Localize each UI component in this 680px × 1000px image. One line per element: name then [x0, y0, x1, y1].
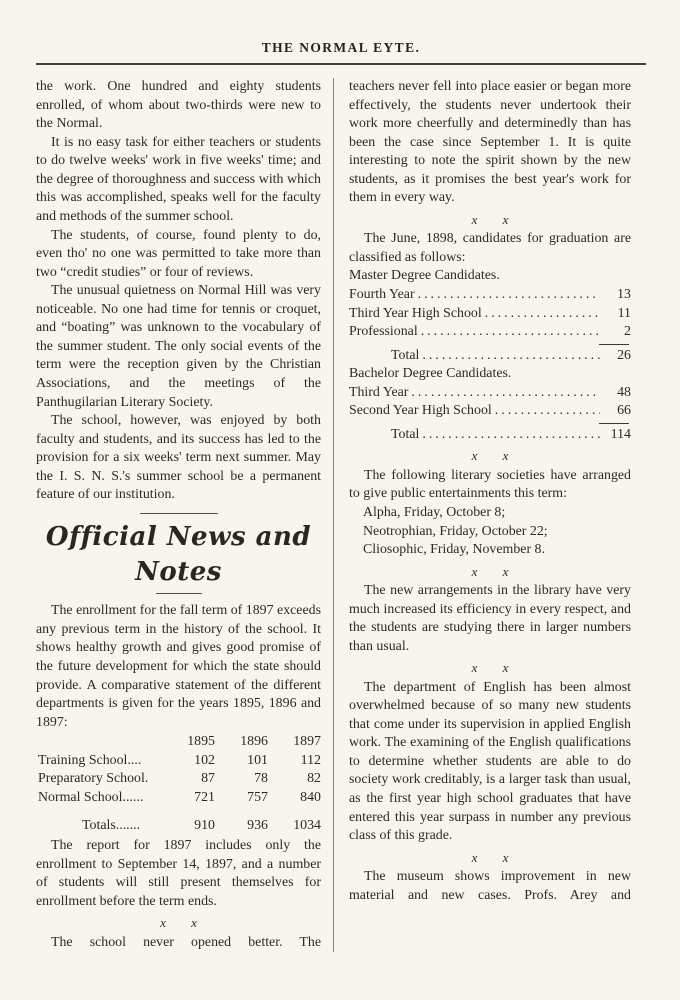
- right-column: [334, 78, 631, 952]
- paragraph: The new arrangements in the library have very much increased its efficiency in every respect, and the students are studying there in larger numbers than usual.: [349, 582, 631, 654]
- paragraph: The school never opened better. The: [51, 934, 321, 950]
- paragraph: It is no easy task for either teachers or students to do twelve weeks' work in five weeks' time; and the degree of thoroughness and success with which this was accomplished, speaks well for the faculty and methods of the summer school.: [36, 134, 321, 224]
- dot-leader: [422, 426, 600, 445]
- stat-row: [349, 286, 631, 305]
- masthead-rule: [36, 63, 646, 65]
- paragraph: The following literary societies have arranged to give public entertainments this term:: [349, 467, 631, 502]
- stat-value: 13: [617, 286, 631, 302]
- stat-total-row: [349, 426, 631, 445]
- sum-rule: [599, 423, 629, 424]
- table-row: [38, 752, 321, 771]
- dot-leader: [411, 384, 600, 403]
- table-row-label: Preparatory School.: [38, 771, 149, 787]
- table-cell: 101: [247, 752, 268, 768]
- table-cell: 721: [194, 789, 215, 805]
- table-cell: 102: [194, 752, 215, 768]
- paragraph: The department of English has been almost overwhelmed because of so many new students that come under its supervision in applied English work. The examining of the English qualifications to determine whether students are able to do society work creditably, is a larger task than usual, as the first year high school graduates that have entered this year surpass in number any previous class of this grade.: [349, 679, 631, 844]
- paragraph: The students, of course, found plenty to do, even tho' no one was permitted to take more than two “credit studies” or four of reviews.: [36, 227, 321, 280]
- masthead: [36, 40, 646, 65]
- dot-leader: [421, 323, 600, 342]
- table-cell: 757: [247, 789, 268, 805]
- dot-leader: [418, 286, 600, 305]
- table-cell: 1034: [293, 817, 321, 833]
- table-header-year: 1895: [187, 734, 215, 750]
- paragraph: The report for 1897 includes only the enrollment to September 14, 1897, and a number of students will still present themselves for enrollment before the term ends.: [36, 838, 321, 909]
- dot-leader: [422, 347, 600, 366]
- section-ornament: x x: [471, 660, 509, 676]
- enrollment-table: [38, 733, 321, 835]
- candidates-group-title: Master Degree Candidates.: [349, 268, 500, 284]
- table-row-label: Training School....: [38, 752, 142, 768]
- table-cell: 112: [300, 752, 321, 768]
- sum-rule: [599, 344, 629, 345]
- stat-label: Fourth Year: [349, 286, 415, 302]
- dot-leader: [495, 402, 600, 421]
- table-cell: 87: [201, 771, 215, 787]
- column-layout: [36, 78, 646, 952]
- table-cell: 936: [247, 817, 268, 833]
- heading-rule: [156, 593, 202, 594]
- paragraph: teachers never fell into place easier or began more effectively, the students never undertook their work more cheerfully and determinedly than has been the case since September 1. It is quite interesting to note the spirit shown by the new students, as it promises the best year's work for them in every way.: [349, 79, 631, 206]
- stat-label: Professional: [349, 324, 418, 340]
- table-cell: 840: [300, 789, 321, 805]
- society-item: Cliosophic, Friday, November 8.: [363, 542, 545, 558]
- stat-value: 66: [617, 403, 631, 419]
- stat-value: 11: [617, 305, 631, 321]
- table-row-label: Normal School......: [38, 789, 144, 805]
- table-header-spacer: [38, 733, 162, 752]
- stat-value: 48: [617, 384, 631, 400]
- stat-value: 114: [610, 426, 631, 442]
- society-item: Alpha, Friday, October 8;: [363, 504, 506, 520]
- table-header-row: [38, 733, 321, 752]
- article-separator-rule: [140, 513, 218, 514]
- section-heading: Official News and Notes: [45, 521, 312, 587]
- stat-row: [349, 384, 631, 403]
- stat-value: 2: [624, 324, 631, 340]
- table-cell: 78: [254, 771, 268, 787]
- stat-row: [349, 323, 631, 342]
- stat-label: Total: [391, 426, 420, 442]
- table-totals-row: [38, 817, 321, 836]
- table-row-label: Totals.......: [82, 817, 141, 833]
- table-row: [38, 789, 321, 808]
- stat-row: [349, 305, 631, 324]
- left-column: [36, 78, 333, 952]
- stat-row: [349, 402, 631, 421]
- paragraph: The enrollment for the fall term of 1897 exceeds any previous term in the history of the school. It shows healthy growth and gives good promise of the future development for which the state should provide. A comparative statement of the different departments is given for the years 1895, 1896 and 1897:: [36, 603, 321, 730]
- paragraph: The June, 1898, candidates for graduation are classified as follows:: [349, 231, 631, 265]
- section-ornament: x x: [160, 915, 197, 931]
- table-cell: 910: [194, 817, 215, 833]
- paragraph: The unusual quietness on Normal Hill was very noticeable. No one had time for tennis or croquet, and “boating” was unknown to the vocabulary of the summer student. The only social events of the term were the reception given by the Christian Associations, and the meetings of the Panthugilarian Literary Society.: [36, 283, 321, 410]
- stat-label: Third Year High School: [349, 305, 482, 321]
- table-header-year: 1896: [240, 734, 268, 750]
- section-ornament: x x: [471, 448, 509, 464]
- section-ornament: x x: [471, 849, 509, 865]
- table-header-year: 1897: [293, 734, 321, 750]
- paragraph: The museum shows improvement in new material and new cases. Profs. Arey and: [349, 868, 631, 903]
- paragraph: The school, however, was enjoyed by both faculty and students, and its success has led to the provision for a six weeks' term next summer. May the I. S. N. S.'s summer school be a permanent feature of our institution.: [36, 413, 321, 503]
- table-cell: 82: [307, 771, 321, 787]
- section-ornament: x x: [471, 563, 509, 579]
- paragraph: the work. One hundred and eighty students enrolled, of whom about two-thirds were new to the Normal.: [36, 79, 321, 132]
- stat-label: Third Year: [349, 384, 409, 400]
- candidates-group-title: Bachelor Degree Candidates.: [349, 366, 512, 382]
- masthead-title: THE NORMAL EYTE.: [261, 40, 421, 55]
- stat-total-row: [349, 347, 631, 366]
- stat-label: Total: [391, 347, 420, 363]
- dot-leader: [485, 305, 600, 324]
- stat-value: 26: [617, 347, 631, 363]
- stat-label: Second Year High School: [349, 403, 492, 419]
- section-ornament: x x: [471, 211, 509, 227]
- table-row: [38, 770, 321, 789]
- society-item: Neotrophian, Friday, October 22;: [363, 523, 548, 539]
